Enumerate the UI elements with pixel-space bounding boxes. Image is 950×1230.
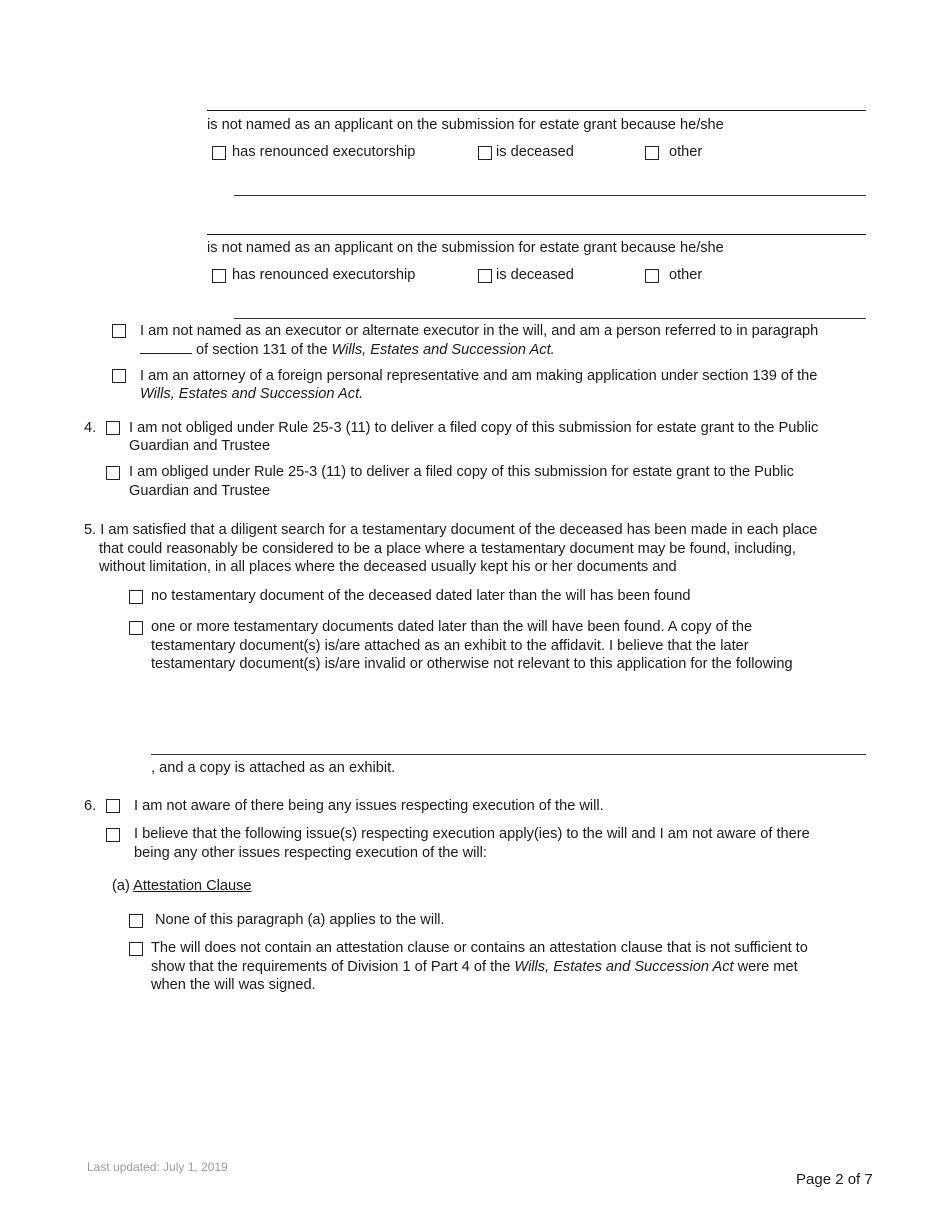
block2-name-line[interactable] (207, 234, 866, 235)
block2-other-line[interactable] (234, 318, 866, 319)
not-named-line2: of section 131 of the Wills, Estates and Succession Act. (140, 341, 555, 360)
section4-not-obliged-line2: Guardian and Trustee (129, 438, 271, 454)
not-named-checkbox[interactable] (112, 324, 126, 338)
section5-line1: 5. I am satisfied that a diligent search for a testamentary document of the deceased has been made in each place (84, 522, 818, 538)
section4-obliged-line2: Guardian and Trustee (129, 483, 271, 499)
section6a-attestation-line2: show that the requirements of Division 1 of Part 4 of the Wills, Estates and Succession Act were met (151, 959, 798, 975)
footer-last-updated: Last updated: July 1, 2019 (87, 1160, 228, 1174)
section5-later-doc-line3: testamentary document(s) is/are invalid or otherwise not relevant to this application for the following (151, 656, 793, 672)
block1-reason-text: is not named as an applicant on the submission for estate grant because he/she (207, 117, 724, 133)
section6-issues-line2: being any other issues respecting execution of the will: (134, 845, 487, 861)
section6a-attestation-checkbox[interactable] (129, 942, 143, 956)
section5-later-doc-checkbox[interactable] (129, 621, 143, 635)
block2-other-label: other (669, 267, 703, 283)
block1-renounced-checkbox[interactable] (212, 146, 226, 160)
section5-line2: that could reasonably be considered to be a place where a testamentary document may be found, including, (99, 541, 796, 557)
section5-exhibit-note: , and a copy is attached as an exhibit. (151, 760, 396, 776)
section6a-none-checkbox[interactable] (129, 914, 143, 928)
block1-other-label: other (669, 144, 703, 160)
block1-deceased-label: is deceased (496, 144, 574, 160)
block2-deceased-label: is deceased (496, 267, 574, 283)
section4-obliged-line1: I am obliged under Rule 25-3 (11) to deliver a filed copy of this submission for estate grant to the Public (129, 464, 794, 480)
block1-renounced-label: has renounced executorship (232, 144, 416, 160)
section6-number: 6. (84, 798, 97, 814)
section6-not-aware-label: I am not aware of there being any issues respecting execution of the will. (134, 798, 604, 814)
footer-page-number: Page 2 of 7 (796, 1171, 873, 1188)
block1-other-line[interactable] (234, 195, 866, 196)
section5-line3: without limitation, in all places where the deceased usually kept his or her documents and (99, 559, 677, 575)
section5-later-doc-line2: testamentary document(s) is/are attached as an exhibit to the affidavit. I believe that the later (151, 638, 749, 654)
section6-issues-line1: I believe that the following issue(s) respecting execution apply(ies) to the will and I am not aware of there (134, 826, 810, 842)
attorney-checkbox[interactable] (112, 369, 126, 383)
block2-renounced-label: has renounced executorship (232, 267, 416, 283)
attorney-act: Wills, Estates and Succession Act. (140, 386, 364, 402)
paragraph-blank[interactable] (140, 341, 192, 354)
section6a-attestation-line1: The will does not contain an attestation clause or contains an attestation clause that is not sufficient to (151, 940, 808, 956)
section6-issues-checkbox[interactable] (106, 828, 120, 842)
section5-no-later-doc-checkbox[interactable] (129, 590, 143, 604)
block1-other-checkbox[interactable] (645, 146, 659, 160)
section5-no-later-doc-label: no testamentary document of the deceased dated later than the will has been found (151, 588, 691, 604)
section4-not-obliged-checkbox[interactable] (106, 421, 120, 435)
section4-obliged-checkbox[interactable] (106, 466, 120, 480)
not-named-line1: I am not named as an executor or alternate executor in the will, and am a person referred to in paragraph (140, 323, 819, 339)
block2-other-checkbox[interactable] (645, 269, 659, 283)
block2-reason-text: is not named as an applicant on the submission for estate grant because he/she (207, 240, 724, 256)
block1-deceased-checkbox[interactable] (478, 146, 492, 160)
section4-number: 4. (84, 420, 97, 436)
block2-deceased-checkbox[interactable] (478, 269, 492, 283)
section5-later-doc-line1: one or more testamentary documents dated later than the will have been found. A copy of the (151, 619, 753, 635)
section4-not-obliged-line1: I am not obliged under Rule 25-3 (11) to deliver a filed copy of this submission for estate grant to the Public (129, 420, 819, 436)
section5-reasons-line[interactable] (151, 754, 866, 755)
attorney-line1: I am an attorney of a foreign personal representative and am making application under section 139 of the (140, 368, 818, 384)
section6a-heading: (a) Attestation Clause (112, 878, 252, 894)
section6a-none-label: None of this paragraph (a) applies to the will. (155, 912, 445, 928)
section6a-attestation-line3: when the will was signed. (151, 977, 316, 993)
block1-name-line[interactable] (207, 110, 866, 111)
section6-not-aware-checkbox[interactable] (106, 799, 120, 813)
block2-renounced-checkbox[interactable] (212, 269, 226, 283)
